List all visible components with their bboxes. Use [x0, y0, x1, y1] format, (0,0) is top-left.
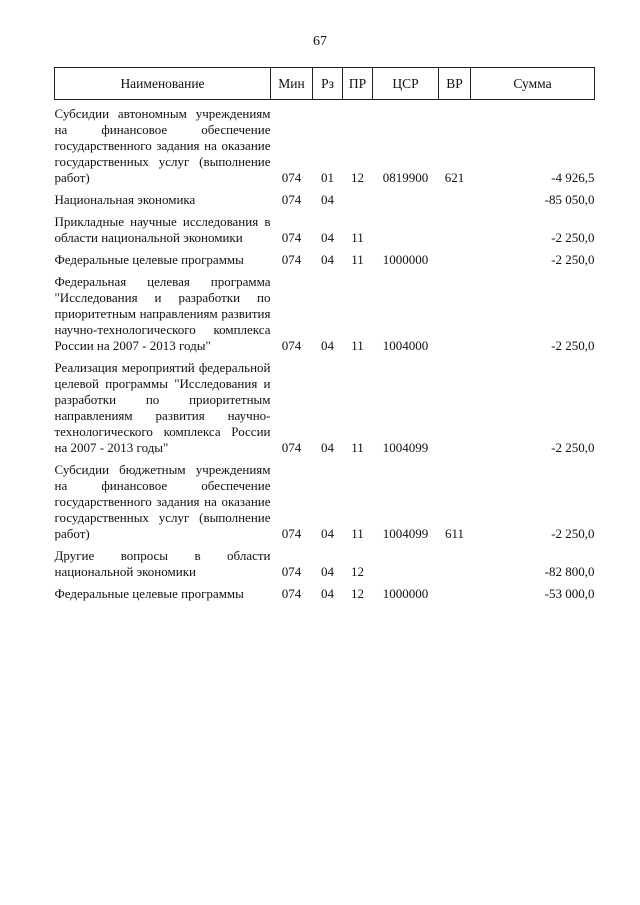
- row-pr: 11: [351, 230, 364, 245]
- row-vr: 621: [444, 170, 465, 185]
- row-min: 074: [281, 586, 302, 601]
- row-rz: 04: [321, 230, 334, 245]
- row-csr: 1004000: [382, 338, 429, 353]
- page-number: 67: [313, 34, 327, 49]
- row-sum: -85 050,0: [544, 192, 595, 207]
- row-name: Прикладные научные исследования в области национальной экономики: [54, 214, 271, 245]
- header-rz: Рз: [313, 68, 343, 100]
- row-pr: 11: [351, 440, 364, 455]
- row-name: Национальная экономика: [54, 192, 196, 207]
- row-sum: -82 800,0: [544, 564, 595, 579]
- table-row: [55, 214, 595, 246]
- row-pr: 11: [351, 252, 364, 267]
- row-rz: 01: [321, 170, 334, 185]
- row-rz: 04: [321, 192, 334, 207]
- row-name: Другие вопросы в области национальной экономики: [54, 548, 271, 579]
- row-csr: [373, 192, 439, 208]
- row-vr: [439, 586, 471, 602]
- row-min: 074: [281, 192, 302, 207]
- table-row: [55, 252, 595, 268]
- row-pr: 12: [351, 564, 364, 579]
- row-min: 074: [281, 338, 302, 353]
- row-name: Федеральная целевая программа "Исследования и разработки по приоритетным направлениям развития научно-технологического комплекса России на 2007 - 2013 годы": [54, 274, 271, 353]
- table-row: [55, 462, 595, 542]
- row-min: 074: [281, 564, 302, 579]
- row-csr: 1000000: [382, 252, 429, 267]
- row-rz: 04: [321, 586, 334, 601]
- row-rz: 04: [321, 252, 334, 267]
- row-csr: [373, 214, 439, 246]
- row-pr: [343, 192, 373, 208]
- row-vr: [439, 274, 471, 354]
- budget-table: [54, 67, 595, 602]
- row-sum: -2 250,0: [551, 526, 595, 541]
- row-name: Субсидии автономным учреждениям на финансовое обеспечение государственного задания на оказание государственных услуг (выполнение работ): [54, 106, 271, 185]
- header-min: Мин: [271, 68, 313, 100]
- header-name: Наименование: [55, 68, 271, 100]
- row-vr: [439, 360, 471, 456]
- row-csr: 1004099: [382, 526, 429, 541]
- row-csr: 1004099: [382, 440, 429, 455]
- table-row: [55, 274, 595, 354]
- row-min: 074: [281, 526, 302, 541]
- row-pr: 12: [351, 170, 364, 185]
- table-row: [55, 586, 595, 602]
- row-vr: [439, 252, 471, 268]
- row-sum: -2 250,0: [551, 338, 595, 353]
- row-rz: 04: [321, 440, 334, 455]
- row-min: 074: [281, 252, 302, 267]
- header-pr: ПР: [343, 68, 373, 100]
- row-min: 074: [281, 230, 302, 245]
- header-csr: ЦСР: [373, 68, 439, 100]
- row-pr: 11: [351, 338, 364, 353]
- table-row: [55, 360, 595, 456]
- row-name: Федеральные целевые программы: [54, 586, 244, 601]
- row-min: 074: [281, 170, 302, 185]
- row-pr: 12: [351, 586, 364, 601]
- row-vr: [439, 192, 471, 208]
- row-rz: 04: [321, 338, 334, 353]
- header-row: [55, 68, 595, 100]
- row-rz: 04: [321, 564, 334, 579]
- row-name: Реализация мероприятий федеральной целевой программы "Исследования и разработки по приоритетным направлениям развития научно-технологического комплекса России на 2007 - 2013 годы": [54, 360, 271, 455]
- table-row: [55, 106, 595, 186]
- row-vr: [439, 214, 471, 246]
- header-sum: Сумма: [471, 68, 595, 100]
- row-name: Федеральные целевые программы: [54, 252, 244, 267]
- row-rz: 04: [321, 526, 334, 541]
- row-sum: -4 926,5: [551, 170, 595, 185]
- row-name: Субсидии бюджетным учреждениям на финансовое обеспечение государственного задания на оказание государственных услуг (выполнение работ): [54, 462, 271, 541]
- row-sum: -2 250,0: [551, 252, 595, 267]
- row-csr: 1000000: [382, 586, 429, 601]
- row-csr: 0819900: [382, 170, 429, 185]
- row-vr: [439, 548, 471, 580]
- table-row: [55, 548, 595, 580]
- row-sum: -53 000,0: [544, 586, 595, 601]
- row-sum: -2 250,0: [551, 230, 595, 245]
- row-min: 074: [281, 440, 302, 455]
- row-pr: 11: [351, 526, 364, 541]
- row-csr: [373, 548, 439, 580]
- row-vr: 611: [444, 526, 465, 541]
- header-vr: ВР: [439, 68, 471, 100]
- row-sum: -2 250,0: [551, 440, 595, 455]
- table-row: [55, 192, 595, 208]
